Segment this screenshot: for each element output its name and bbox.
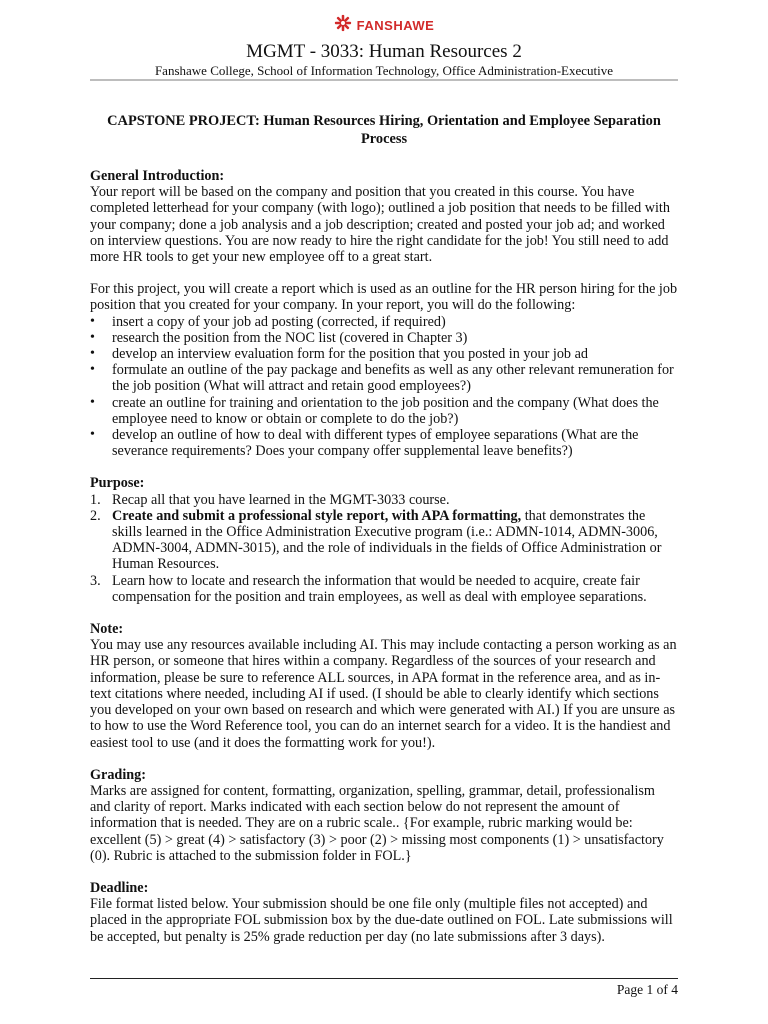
- purpose-list: [90, 492, 678, 605]
- fanshawe-starburst-icon: [334, 14, 352, 37]
- list-number: 1.: [90, 491, 101, 508]
- footer-divider: [90, 978, 678, 979]
- list-item: • formulate an outline of the pay package and benefits as well as any other relevant remuneration for the job position (What will attract and retain good employees?): [90, 362, 678, 394]
- deadline-paragraph: File format listed below. Your submission should be one file only (multiple files not accepted) and placed in the appropriate FOL submission box by the due-date outlined on FOL. Late submissions will be accepted, but penalty is 25% grade reduction per day (no late submissions after 3 days).: [90, 896, 673, 945]
- list-item: • create an outline for training and orientation to the job position and the company (What does the employee need to know or obtain or complete to do the job?): [90, 395, 678, 427]
- project-title: CAPSTONE PROJECT: Human Resources Hiring, Orientation and Employee Separation Process: [107, 113, 661, 147]
- course-subtitle: Fanshawe College, School of Information Technology, Office Administration-Executive: [154, 63, 614, 78]
- note-paragraph: You may use any resources available including AI. This may include contacting a person working as an HR person, or someone that hires within a company. Regardless of the sources of your research and information, please be sure to reference ALL sources, in APA format in the reference area, and as in-text citations where needed, including AI if used. (I should be able to clearly identify which sections you developed on your own based on research and which were generated with AI.) If you are unsure as to how to use the Word Reference tool, you can do an internet search for a video. It is the handiest and easiest tool to use (and it does the formatting work for you!).: [90, 637, 677, 751]
- purpose-heading: Purpose:: [90, 475, 145, 492]
- logo-text: FANSHAWE: [356, 18, 435, 33]
- course-title: MGMT - 3033: Human Resources 2: [246, 41, 522, 62]
- fanshawe-logo: [0, 14, 768, 37]
- document-body: [90, 112, 678, 945]
- list-item: • develop an interview evaluation form for the position that you posted in your job ad: [90, 346, 678, 362]
- list-number: 2.: [90, 507, 101, 524]
- list-item: [90, 492, 678, 508]
- list-item: [90, 508, 678, 573]
- list-item: • develop an outline of how to deal with different types of employee separations (What are the severance requirements? Does your company offer supplemental leave benefits?): [90, 427, 678, 459]
- intro-paragraph: Your report will be based on the company and position that you created in this course. You have completed letterhead for your company (with logo); outlined a job position that needs to be filled with your company; done a job analysis and a job description; created and posted your job ad; and worked on interview questions. You are now ready to hire the right candidate for the job! You still need to add more HR tools to get your new employee off to a great start.: [90, 184, 670, 266]
- header-divider: [90, 79, 678, 81]
- list-item-text: that demonstrates the skills learned in the Office Administration Executive program (i.e.: ADMN-1014, ADMN-3006, ADMN-3004, ADMN-3015), and the role of individuals in the fields of Office Administration or Human Resources.: [112, 507, 662, 573]
- task-bullet-list: [90, 314, 678, 460]
- list-item-text: Learn how to locate and research the information that would be needed to acquire, create fair compensation for the position and train employees, as well as deal with employee separations.: [112, 572, 647, 605]
- list-item-bold-text: Create and submit a professional style report, with APA formatting,: [112, 507, 522, 524]
- grading-section: [90, 767, 678, 864]
- intro-heading: General Introduction:: [90, 168, 225, 184]
- list-number: 3.: [90, 572, 101, 589]
- deadline-heading: Deadline:: [90, 879, 149, 896]
- list-item: • research the position from the NOC list (covered in Chapter 3): [90, 330, 678, 346]
- list-item: • insert a copy of your job ad posting (corrected, if required): [90, 314, 678, 330]
- project-lead-paragraph: For this project, you will create a report which is used as an outline for the HR person hiring for the job position that you created for your company. In your report, you will do the following:: [90, 281, 678, 314]
- list-item: [90, 573, 678, 605]
- purpose-section: [90, 475, 678, 605]
- grading-heading: Grading:: [90, 766, 146, 783]
- note-section: [90, 621, 678, 751]
- page-number: Page 1 of 4: [616, 982, 678, 997]
- note-heading: Note:: [90, 621, 124, 638]
- deadline-section: [90, 880, 678, 945]
- list-item-text: Recap all that you have learned in the MGMT-3033 course.: [112, 491, 450, 508]
- grading-paragraph: Marks are assigned for content, formatting, organization, spelling, grammar, detail, professionalism and clarity of report. Marks indicated with each section below do not represent the amount of information that is needed. They are on a rubric scale.. {For example, rubric marking would be: excellent (5) > great (4) > satisfactory (3) > poor (2) > missing most components (1) > unsatisfactory (0). Rubric is attached to the submission folder in FOL.}: [90, 782, 664, 864]
- intro-section: [90, 168, 678, 459]
